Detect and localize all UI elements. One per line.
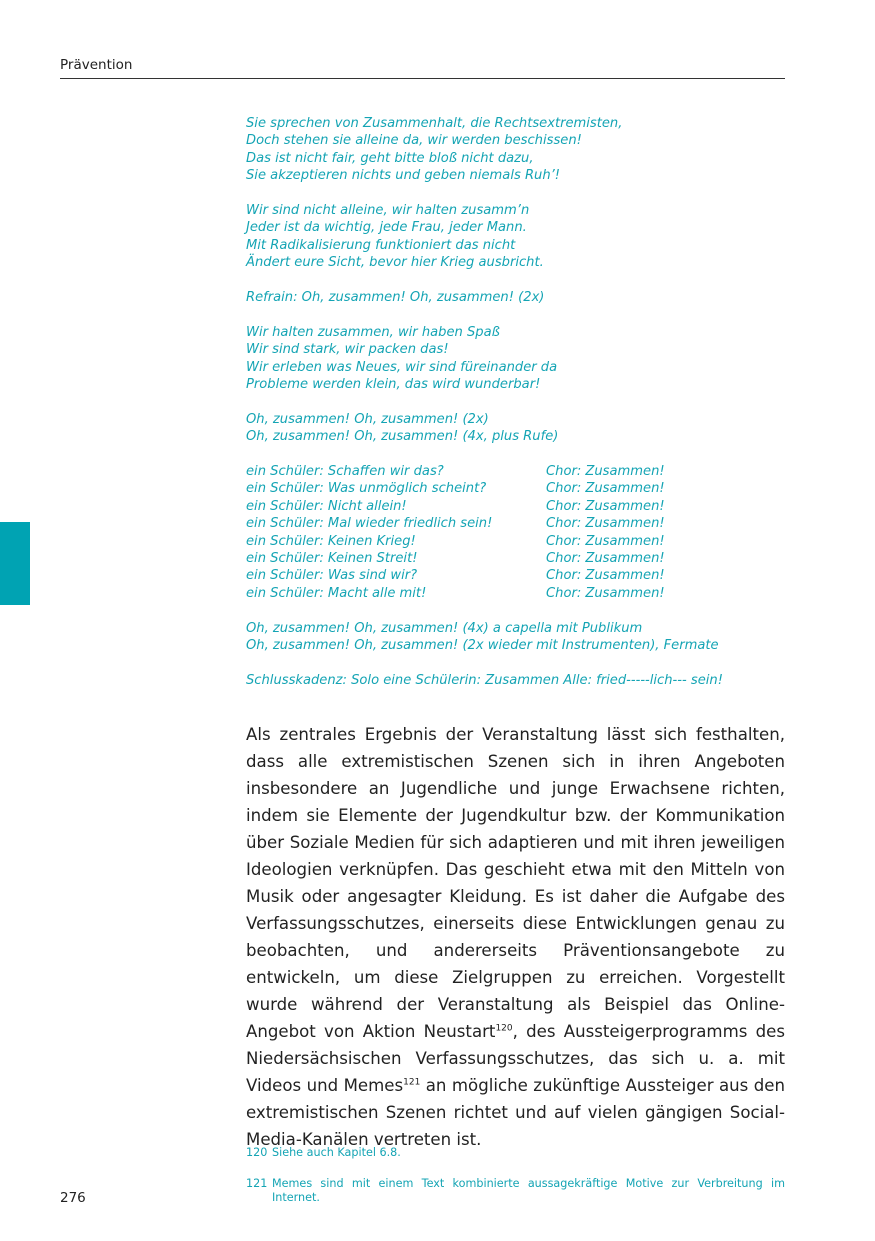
chorus-response: Chor: Zusammen! [546, 516, 665, 532]
refrain [246, 289, 786, 306]
stanza [246, 115, 786, 185]
lyric-line: Mit Radikalisierung funktioniert das nicht [246, 237, 516, 253]
chorus-response: Chor: Zusammen! [546, 481, 665, 497]
lyric-line: Sie sprechen von Zusammenhalt, die Rechtsextremisten, [246, 116, 623, 131]
call-and-response [246, 463, 786, 602]
lyric-line: Oh, zusammen! Oh, zusammen! (2x wieder mit Instrumenten), Fermate [246, 638, 719, 654]
lyric-line: Probleme werden klein, das wird wunderbar! [246, 377, 541, 393]
student-call: ein Schüler: Mal wieder friedlich sein! [246, 516, 493, 532]
lyric-line: Oh, zusammen! Oh, zusammen! (2x) [246, 411, 489, 427]
student-call: ein Schüler: Keinen Streit! [246, 551, 418, 567]
header-divider [60, 78, 785, 79]
footnote [246, 1146, 785, 1160]
lyric-line: Schlusskadenz: Solo eine Schülerin: Zusammen Alle: fried-----lich--- sein! [246, 672, 723, 688]
footnote-text: Memes sind mit einem Text kombinierte aussagekräftige Motive zur Verbreitung im Internet. [272, 1177, 785, 1204]
call-response-row [246, 515, 786, 532]
lyric-line: Refrain: Oh, zusammen! Oh, zusammen! (2x) [246, 290, 545, 306]
chorus-response: Chor: Zusammen! [546, 551, 665, 567]
body-text-segment: Als zentrales Ergebnis der Veranstaltung lässt sich festhalten, dass alle extremistischen Szenen sich in ihren Angeboten insbesondere an Jugendliche und junge Erwachsene richten, indem sie Elemente der Jugendkultur bzw. der Kommunikation über Soziale Medien für sich adaptieren und mit ihren jeweiligen Ideologien verknüpfen. Das geschieht etwa mit den Mitteln von Musik oder angesagter Kleidung. Es ist daher die Aufgabe des Verfassungsschutzes, einerseits diese Entwicklungen genau zu beobachten, und andererseits Präventionsangebote zu entwickeln, um diese Zielgruppen zu erreichen. Vorgestellt wurde während der Veranstaltung als Beispiel das Online-Angebot von Aktion Neustart [246, 725, 785, 1041]
footnote-number: 120 [246, 1146, 268, 1159]
footnotes [246, 1146, 785, 1222]
stanza [246, 324, 786, 394]
footnote [246, 1177, 785, 1205]
call-response-row [246, 480, 786, 497]
student-call: ein Schüler: Was unmöglich scheint? [246, 481, 487, 497]
call-response-row [246, 585, 786, 602]
running-header: Prävention [60, 57, 133, 73]
student-call: ein Schüler: Nicht allein! [246, 498, 407, 514]
footnote-number: 121 [246, 1177, 268, 1190]
footnote-ref[interactable]: 120 [495, 1023, 513, 1034]
chorus-response: Chor: Zusammen! [546, 464, 665, 480]
call-response-row [246, 567, 786, 584]
stanza [246, 411, 786, 446]
lyric-line: Doch stehen sie alleine da, wir werden beschissen! [246, 133, 582, 149]
song-lyrics [246, 115, 786, 707]
lyric-line: Wir halten zusammen, wir haben Spaß [246, 324, 500, 340]
call-response-row [246, 533, 786, 550]
body-text-segment: , des Aussteigerprogramms des Niedersächsischen Verfassungsschutzes, das sich u. a. mit Videos und Memes [246, 1022, 785, 1095]
chorus-response: Chor: Zusammen! [546, 585, 665, 601]
lyric-line: Das ist nicht fair, geht bitte bloß nicht dazu, [246, 150, 534, 166]
lyric-line: Oh, zusammen! Oh, zusammen! (4x, plus Rufe) [246, 429, 559, 445]
lyric-line: Oh, zusammen! Oh, zusammen! (4x) a capella mit Publikum [246, 620, 643, 636]
lyric-line: Jeder ist da wichtig, jede Frau, jeder Mann. [246, 220, 527, 236]
lyric-line: Sie akzeptieren nichts und geben niemals Ruh’! [246, 168, 561, 184]
lyric-line: Wir sind nicht alleine, wir halten zusamm’n [246, 203, 530, 219]
chapter-marker-tab [0, 522, 30, 605]
call-response-row [246, 498, 786, 515]
stanza [246, 620, 786, 655]
chorus-response: Chor: Zusammen! [546, 568, 665, 584]
chorus-response: Chor: Zusammen! [546, 533, 665, 549]
student-call: ein Schüler: Keinen Krieg! [246, 533, 416, 549]
lyric-line: Wir sind stark, wir packen das! [246, 342, 449, 358]
footnote-text: Siehe auch Kapitel 6.8. [272, 1146, 401, 1159]
lyric-line: Wir erleben was Neues, wir sind füreinander da [246, 359, 558, 375]
lyric-line: Ändert eure Sicht, bevor hier Krieg ausbricht. [246, 255, 544, 271]
footnote-ref[interactable]: 121 [403, 1077, 421, 1088]
chorus-response: Chor: Zusammen! [546, 498, 665, 514]
student-call: ein Schüler: Was sind wir? [246, 568, 418, 584]
page-number: 276 [60, 1190, 86, 1206]
student-call: ein Schüler: Macht alle mit! [246, 585, 427, 601]
student-call: ein Schüler: Schaffen wir das? [246, 464, 444, 480]
call-response-row [246, 463, 786, 480]
body-text-segment: an mögliche zukünftige Aussteiger aus den extremistischen Szenen richtet und auf vielen gängigen Social-Media-Kanälen vertreten ist. [246, 1076, 785, 1149]
stanza [246, 202, 786, 272]
call-response-row [246, 550, 786, 567]
body-paragraph [246, 721, 785, 1153]
final-cadence [246, 672, 786, 689]
